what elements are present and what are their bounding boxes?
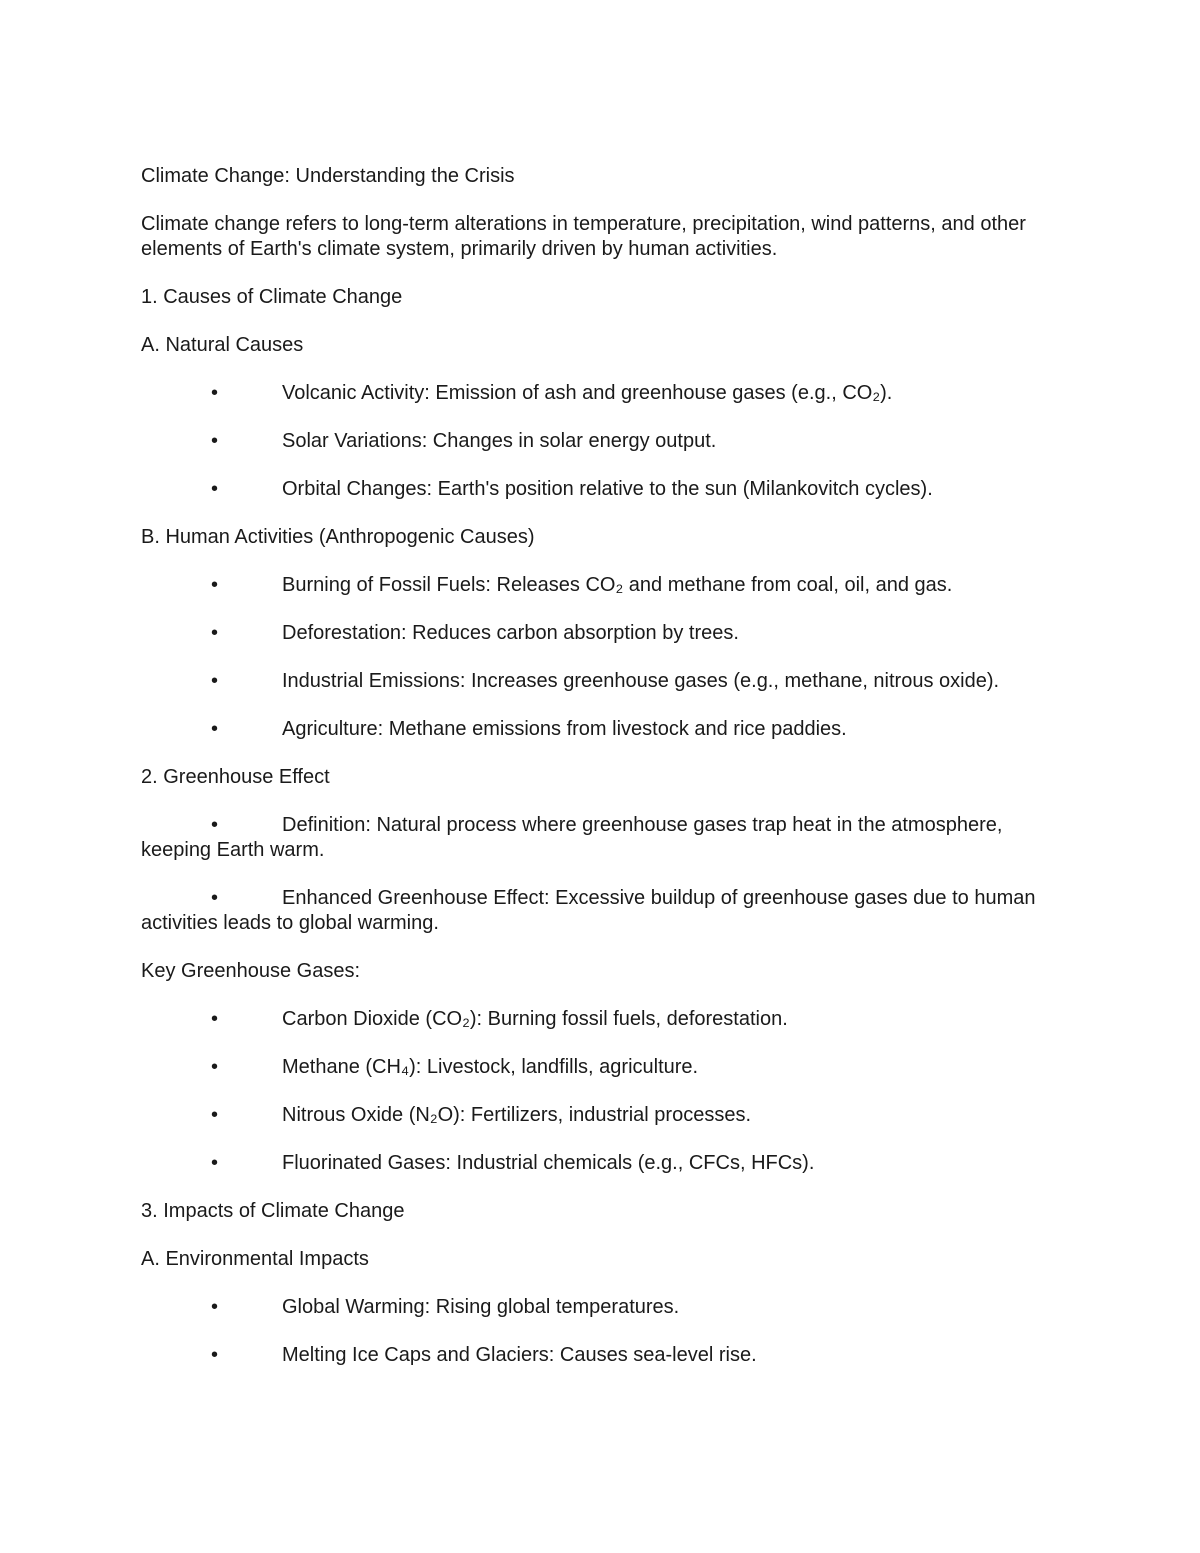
list-item (141, 621, 1061, 646)
document-title: Climate Change: Understanding the Crisis (141, 165, 515, 187)
bullet-icon: • (211, 1296, 219, 1318)
list-item-text: Industrial Emissions: Increases greenhouse gases (e.g., methane, nitrous oxide). (282, 670, 1000, 692)
intro-paragraph: Climate change refers to long-term alterations in temperature, precipitation, wind patterns, and other elements of Earth's climate system, primarily driven by human activities. (141, 213, 1026, 260)
document-body (141, 164, 1061, 1391)
list-item-text: Volcanic Activity: Emission of ash and greenhouse gases (e.g., CO₂). (282, 382, 893, 404)
list-item-text: Nitrous Oxide (N₂O): Fertilizers, industrial processes. (282, 1104, 751, 1126)
list-item-text: Agriculture: Methane emissions from livestock and rice paddies. (282, 718, 847, 740)
bullet-icon: • (211, 478, 219, 500)
subheading-environmental-impacts: A. Environmental Impacts (141, 1248, 369, 1270)
subheading-natural-causes: A. Natural Causes (141, 334, 304, 356)
list-item (141, 813, 1061, 863)
list-item (141, 1055, 1061, 1080)
bullet-icon: • (211, 574, 219, 596)
list-item-text: Fluorinated Gases: Industrial chemicals (e.g., CFCs, HFCs). (282, 1152, 815, 1174)
list-item (141, 1295, 1061, 1320)
list-item (141, 669, 1061, 694)
bullet-icon: • (211, 382, 219, 404)
bullet-icon: • (211, 1344, 219, 1366)
list-item (141, 381, 1061, 406)
list-item (141, 573, 1061, 598)
section-heading-greenhouse-effect: 2. Greenhouse Effect (141, 766, 330, 788)
bullet-icon: • (211, 814, 219, 836)
list-item-text: Definition: Natural process where greenhouse gases trap heat in the atmosphere, keeping Earth warm. (141, 814, 1003, 861)
bullet-icon: • (211, 718, 219, 740)
bullet-icon: • (211, 1008, 219, 1030)
list-item (141, 429, 1061, 454)
list-item-text: Orbital Changes: Earth's position relative to the sun (Milankovitch cycles). (282, 478, 933, 500)
list-item-text: Solar Variations: Changes in solar energy output. (282, 430, 717, 452)
list-item-text: Global Warming: Rising global temperatures. (282, 1296, 680, 1318)
bullet-icon: • (211, 887, 219, 909)
bullet-icon: • (211, 1104, 219, 1126)
bullet-icon: • (211, 622, 219, 644)
bullet-icon: • (211, 1152, 219, 1174)
list-item-text: Burning of Fossil Fuels: Releases CO₂ and methane from coal, oil, and gas. (282, 574, 953, 596)
list-item (141, 1103, 1061, 1128)
section-heading-impacts: 3. Impacts of Climate Change (141, 1200, 405, 1222)
bullet-icon: • (211, 430, 219, 452)
list-item (141, 1343, 1061, 1368)
list-item (141, 1007, 1061, 1032)
subheading-key-greenhouse-gases: Key Greenhouse Gases: (141, 960, 361, 982)
bullet-icon: • (211, 1056, 219, 1078)
section-heading-causes: 1. Causes of Climate Change (141, 286, 403, 308)
list-item-text: Enhanced Greenhouse Effect: Excessive buildup of greenhouse gases due to human activities leads to global warming. (141, 887, 1036, 934)
list-item (141, 886, 1061, 936)
bullet-icon: • (211, 670, 219, 692)
list-item (141, 717, 1061, 742)
list-item-text: Methane (CH₄): Livestock, landfills, agriculture. (282, 1056, 699, 1078)
list-item-text: Carbon Dioxide (CO₂): Burning fossil fuels, deforestation. (282, 1008, 788, 1030)
list-item-text: Melting Ice Caps and Glaciers: Causes sea-level rise. (282, 1344, 757, 1366)
subheading-human-activities: B. Human Activities (Anthropogenic Causes) (141, 526, 535, 548)
list-item (141, 477, 1061, 502)
list-item-text: Deforestation: Reduces carbon absorption by trees. (282, 622, 739, 644)
list-item (141, 1151, 1061, 1176)
